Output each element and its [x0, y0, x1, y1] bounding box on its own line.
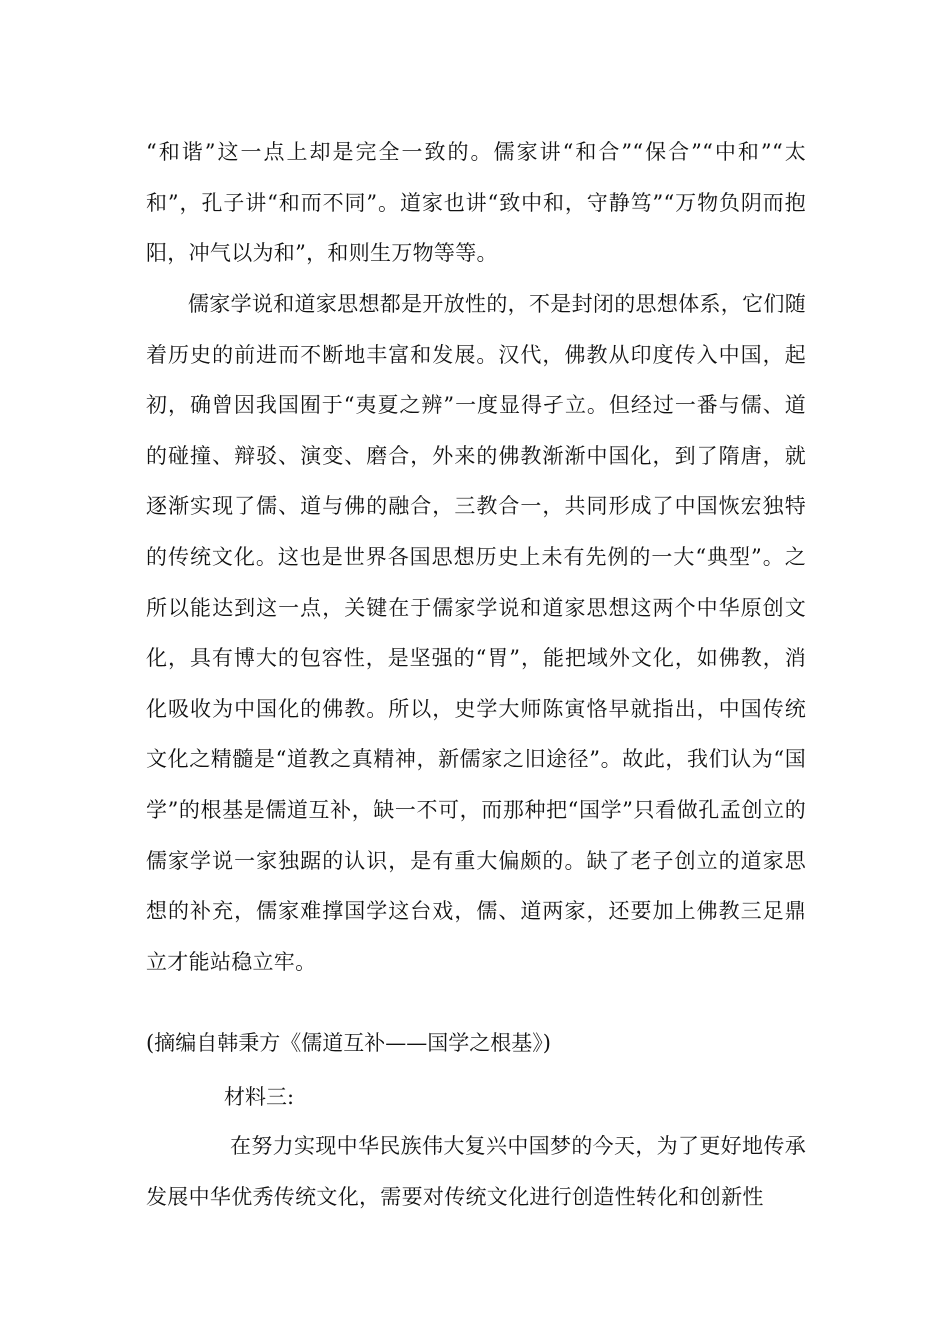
paragraph-harmony: “和谐”这一点上却是完全一致的。儒家讲“和合”“保合”“中和”“太和”，孔子讲“和而不同”。道家也讲“致中和，守静笃”“万物负阴而抱阳，冲气以为和”，和则生万物等等。: [146, 140, 806, 266]
source-citation: (摘编自韩秉方《儒道互补——国学之根基》): [146, 1031, 551, 1055]
paragraph-material-three: 在努力实现中华民族伟大复兴中国梦的今天，为了更好地传承发展中华优秀传统文化，需要对传统文化进行创造性转化和创新性: [146, 1134, 806, 1209]
paragraph-confucian-taoist: 儒家学说和道家思想都是开放性的，不是封闭的思想体系，它们随着历史的前进而不断地丰富和发展。汉代，佛教从印度传入中国，起初，确曾因我国囿于“夷夏之辨”一度显得孑立。但经过一番与儒、道的碰撞、辩驳、演变、磨合，外来的佛教渐渐中国化，到了隋唐，就逐渐实现了儒、道与佛的融合，三教合一，共同形成了中国恢宏独特的传统文化。这也是世界各国思想历史上未有先例的一大“典型”。之所以能达到这一点，关键在于儒家学说和道家思想这两个中华原创文化，具有博大的包容性，是坚强的“胃”，能把域外文化，如佛教，消化吸收为中国化的佛教。所以，史学大师陈寅恪早就指出，中国传统文化之精髓是“道教之真精神，新儒家之旧途径”。故此，我们认为“国学”的根基是儒道互补，缺一不可，而那种把“国学”只看做孔孟创立的儒家学说一家独踞的认识，是有重大偏颇的。缺了老子创立的道家思想的补充，儒家难撑国学这台戏，儒、道两家，还要加上佛教三足鼎立才能站稳立牢。: [146, 292, 806, 974]
material-heading: 材料三:: [224, 1085, 295, 1109]
